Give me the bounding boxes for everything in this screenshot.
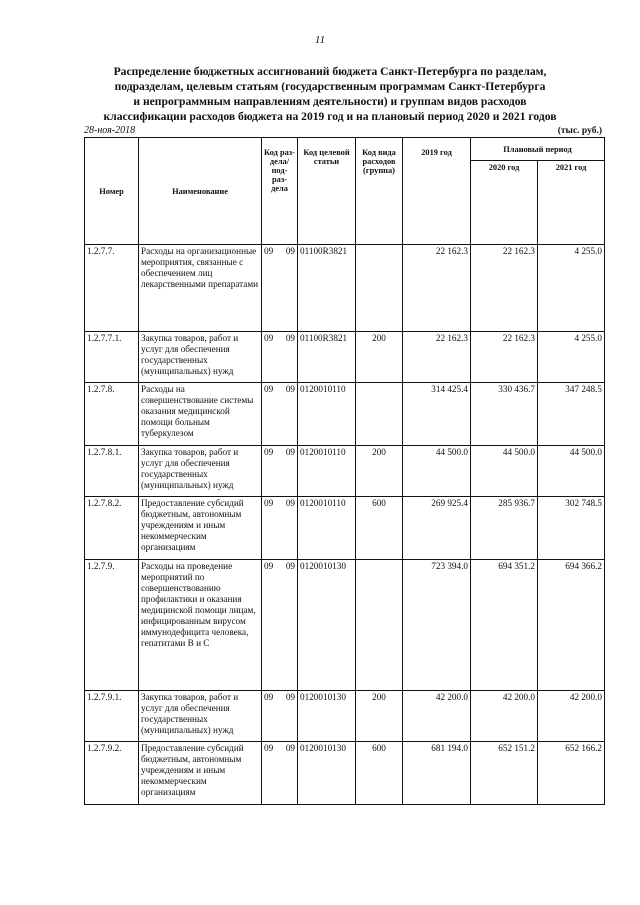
row-value-2020: 22 162.3 <box>471 332 538 383</box>
section-code-part: 09 <box>264 743 274 753</box>
table-row <box>85 691 605 742</box>
row-value-2021: 44 500.0 <box>538 446 605 497</box>
title-line: Распределение бюджетных ассигнований бюджета Санкт-Петербурга по разделам, <box>113 65 547 78</box>
row-expense-type <box>356 245 403 332</box>
row-value-2019: 723 394.0 <box>403 560 471 691</box>
row-value-2021: 302 748.5 <box>538 497 605 560</box>
section-code-part: 09 <box>264 447 274 457</box>
section-code-part: 09 <box>264 498 274 508</box>
row-value-2021: 42 200.0 <box>538 691 605 742</box>
row-target-code: 0120010130 <box>298 691 356 742</box>
row-name: Расходы на проведение мероприятий по совершенствованию профилактики и оказания медицинской помощи лицам, инфицированным вирусом иммунодефицита человека, гепатитами В и С <box>139 560 262 691</box>
row-value-2021: 694 366.2 <box>538 560 605 691</box>
row-number: 1.2.7.8. <box>85 383 139 446</box>
header-year-2019: 2019 год <box>403 138 471 245</box>
row-value-2020: 330 436.7 <box>471 383 538 446</box>
subsection-code-part: 09 <box>285 246 295 256</box>
subsection-code-part: 09 <box>285 561 295 571</box>
row-number: 1.2.7.9. <box>85 560 139 691</box>
header-section-code: Код раз- дела/ под- раз- дела <box>262 138 298 245</box>
row-value-2020: 652 151.2 <box>471 742 538 805</box>
row-name: Расходы на совершенствование системы оказания медицинской помощи больным туберкулезом <box>139 383 262 446</box>
row-target-code: 0120010110 <box>298 446 356 497</box>
row-expense-type: 600 <box>356 742 403 805</box>
subsection-code-part: 09 <box>285 447 295 457</box>
subsection-code-part: 09 <box>285 384 295 394</box>
header-row <box>85 138 605 161</box>
row-expense-type: 200 <box>356 691 403 742</box>
row-value-2020: 22 162.3 <box>471 245 538 332</box>
title-line: классификации расходов бюджета на 2019 год и на плановый период 2020 и 2021 годов <box>103 110 557 123</box>
row-section-code <box>262 497 298 560</box>
row-name: Расходы на организационные мероприятия, связанные с обеспечением лиц лекарственными препаратами <box>139 245 262 332</box>
row-target-code: 0120010110 <box>298 497 356 560</box>
table-row <box>85 560 605 691</box>
row-value-2019: 269 925.4 <box>403 497 471 560</box>
row-value-2020: 44 500.0 <box>471 446 538 497</box>
header-planned-period: Плановый период <box>471 138 605 161</box>
budget-table <box>84 137 605 805</box>
units-label: (тыс. руб.) <box>557 126 602 136</box>
section-code-part: 09 <box>264 692 274 702</box>
table-row <box>85 332 605 383</box>
header-year-2020: 2020 год <box>471 161 538 245</box>
row-target-code: 0120010130 <box>298 560 356 691</box>
table-row <box>85 383 605 446</box>
row-name: Предоставление субсидий бюджетным, автономным учреждениям и иным некоммерческим организациям <box>139 497 262 560</box>
row-section-code <box>262 383 298 446</box>
subsection-code-part: 09 <box>285 498 295 508</box>
table-row <box>85 245 605 332</box>
row-target-code: 01100R3821 <box>298 245 356 332</box>
title-line: и непрограммным направлениям деятельности) и группам видов расходов <box>133 95 527 108</box>
row-number: 1.2.7.9.2. <box>85 742 139 805</box>
row-expense-type <box>356 560 403 691</box>
row-name: Закупка товаров, работ и услуг для обеспечения государственных (муниципальных) нужд <box>139 446 262 497</box>
table-row <box>85 497 605 560</box>
header-number: Номер <box>85 138 139 245</box>
title-line: подразделам, целевым статьям (государственным программам Санкт-Петербурга <box>114 80 546 93</box>
row-number: 1.2.7.7.1. <box>85 332 139 383</box>
subsection-code-part: 09 <box>285 743 295 753</box>
section-code-part: 09 <box>264 561 274 571</box>
row-value-2021: 347 248.5 <box>538 383 605 446</box>
document-title <box>80 64 580 124</box>
row-value-2020: 285 936.7 <box>471 497 538 560</box>
row-section-code <box>262 560 298 691</box>
document-date: 28-ноя-2018 <box>84 125 136 136</box>
table-row <box>85 742 605 805</box>
row-number: 1.2.7.8.2. <box>85 497 139 560</box>
row-value-2019: 22 162.3 <box>403 332 471 383</box>
row-value-2021: 652 166.2 <box>538 742 605 805</box>
row-section-code <box>262 742 298 805</box>
row-section-code <box>262 245 298 332</box>
row-value-2021: 4 255.0 <box>538 332 605 383</box>
row-value-2019: 681 194.0 <box>403 742 471 805</box>
header-target-code: Код целевой статьи <box>298 138 356 245</box>
row-value-2019: 314 425.4 <box>403 383 471 446</box>
subsection-code-part: 09 <box>285 333 295 343</box>
row-name: Закупка товаров, работ и услуг для обеспечения государственных (муниципальных) нужд <box>139 332 262 383</box>
row-number: 1.2.7.9.1. <box>85 691 139 742</box>
row-section-code <box>262 446 298 497</box>
section-code-part: 09 <box>264 384 274 394</box>
row-value-2019: 44 500.0 <box>403 446 471 497</box>
row-name: Закупка товаров, работ и услуг для обеспечения государственных (муниципальных) нужд <box>139 691 262 742</box>
row-name: Предоставление субсидий бюджетным, автономным учреждениям и иным некоммерческим организациям <box>139 742 262 805</box>
header-name: Наименование <box>139 138 262 245</box>
page-number: 11 <box>314 34 326 46</box>
row-number: 1.2.7.8.1. <box>85 446 139 497</box>
row-expense-type <box>356 383 403 446</box>
header-year-2021: 2021 год <box>538 161 605 245</box>
subsection-code-part: 09 <box>285 692 295 702</box>
row-section-code <box>262 691 298 742</box>
row-value-2021: 4 255.0 <box>538 245 605 332</box>
section-code-part: 09 <box>264 333 274 343</box>
row-value-2020: 694 351.2 <box>471 560 538 691</box>
row-target-code: 01100R3821 <box>298 332 356 383</box>
row-expense-type: 200 <box>356 332 403 383</box>
row-target-code: 0120010130 <box>298 742 356 805</box>
row-section-code <box>262 332 298 383</box>
header-expense-type-code: Код вида расходов (группа) <box>356 138 403 245</box>
row-value-2019: 42 200.0 <box>403 691 471 742</box>
row-number: 1.2.7.7. <box>85 245 139 332</box>
section-code-part: 09 <box>264 246 274 256</box>
row-target-code: 0120010110 <box>298 383 356 446</box>
row-expense-type: 200 <box>356 446 403 497</box>
row-value-2020: 42 200.0 <box>471 691 538 742</box>
table-row <box>85 446 605 497</box>
row-value-2019: 22 162.3 <box>403 245 471 332</box>
row-expense-type: 600 <box>356 497 403 560</box>
